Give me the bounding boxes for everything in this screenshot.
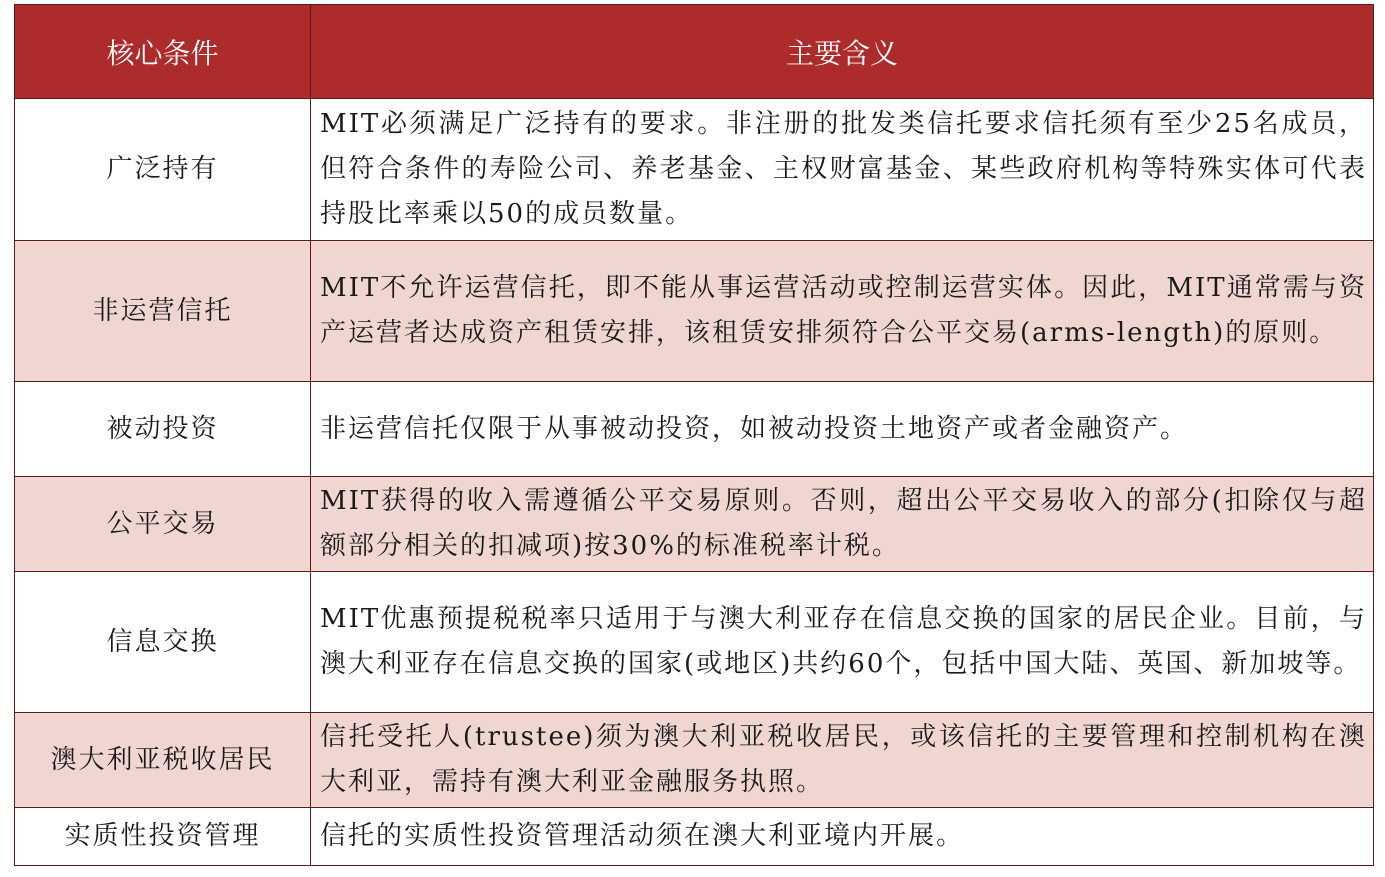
column-header-condition: 核心条件 (15, 5, 311, 99)
meaning-cell: MIT必须满足广泛持有的要求。非注册的批发类信托要求信托须有至少25名成员，但符合条件的寿险公司、养老基金、主权财富基金、某些政府机构等特殊实体可代表持股比率乘以50的成员数量。 (311, 99, 1374, 241)
table-row-information-exchange (15, 572, 1374, 713)
condition-cell: 实质性投资管理 (15, 808, 311, 866)
condition-cell: 非运营信托 (15, 241, 311, 382)
condition-cell: 信息交换 (15, 572, 311, 713)
meaning-cell: 信托受托人(trustee)须为澳大利亚税收居民，或该信托的主要管理和控制机构在澳大利亚，需持有澳大利亚金融服务执照。 (311, 713, 1374, 808)
table-row-arms-length (15, 477, 1374, 572)
meaning-cell: 非运营信托仅限于从事被动投资，如被动投资土地资产或者金融资产。 (311, 382, 1374, 477)
mit-conditions-table (14, 4, 1374, 866)
table-row-non-trading-trust (15, 241, 1374, 382)
table-row-australian-tax-resident (15, 713, 1374, 808)
mit-conditions-table-container (14, 4, 1373, 866)
table-row-broadly-held (15, 99, 1374, 241)
meaning-cell: MIT不允许运营信托，即不能从事运营活动或控制运营实体。因此，MIT通常需与资产运营者达成资产租赁安排，该租赁安排须符合公平交易(arms-length)的原则。 (311, 241, 1374, 382)
meaning-cell: MIT获得的收入需遵循公平交易原则。否则，超出公平交易收入的部分(扣除仅与超额部分相关的扣减项)按30%的标准税率计税。 (311, 477, 1374, 572)
table-header-row (15, 5, 1374, 99)
condition-cell: 广泛持有 (15, 99, 311, 241)
condition-cell: 被动投资 (15, 382, 311, 477)
condition-cell: 公平交易 (15, 477, 311, 572)
table-row-substantial-investment-management (15, 808, 1374, 866)
condition-cell: 澳大利亚税收居民 (15, 713, 311, 808)
column-header-meaning: 主要含义 (311, 5, 1374, 99)
meaning-cell: 信托的实质性投资管理活动须在澳大利亚境内开展。 (311, 808, 1374, 866)
table-row-passive-investment (15, 382, 1374, 477)
meaning-cell: MIT优惠预提税税率只适用于与澳大利亚存在信息交换的国家的居民企业。目前，与澳大利亚存在信息交换的国家(或地区)共约60个，包括中国大陆、英国、新加坡等。 (311, 572, 1374, 713)
